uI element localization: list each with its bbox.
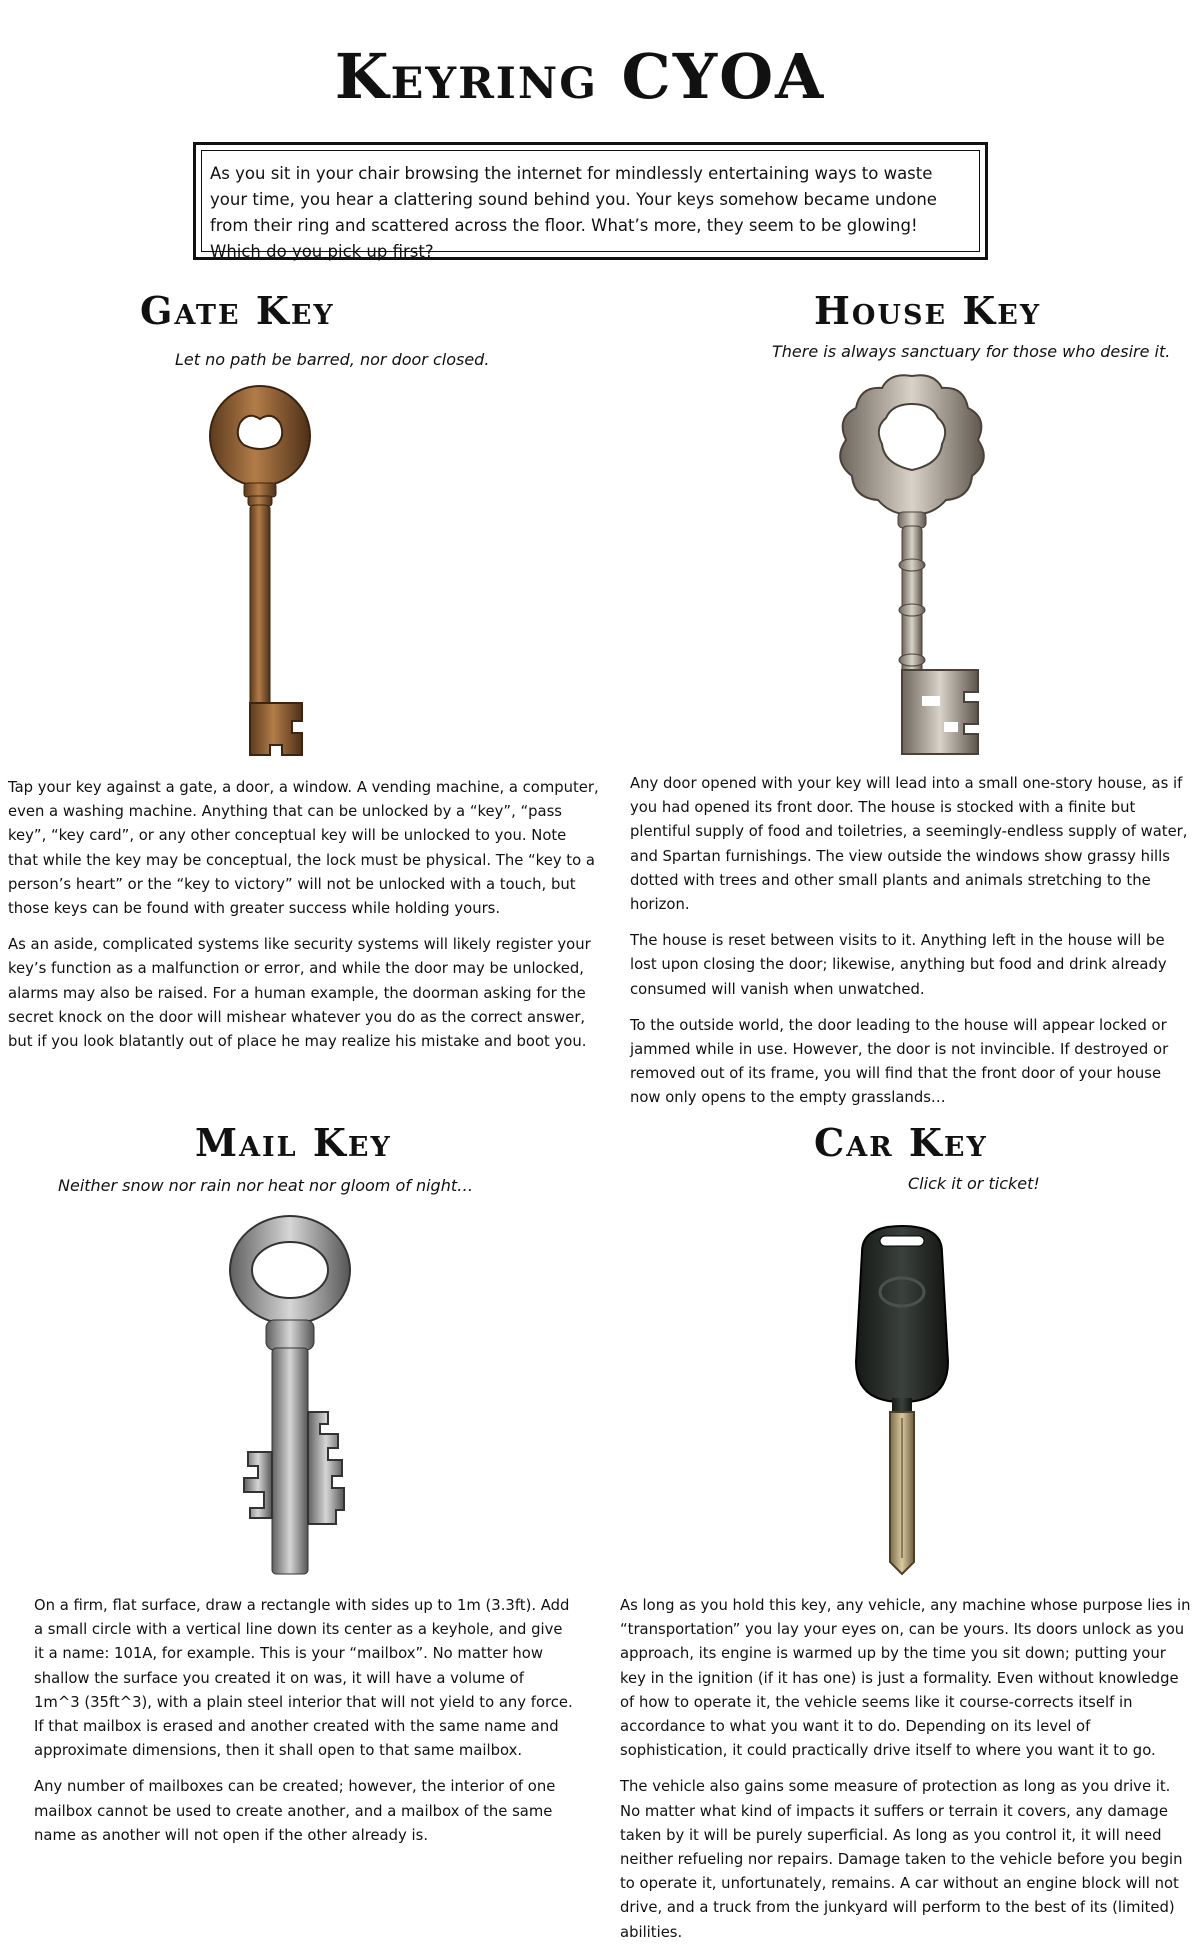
house-key-title: House Key (814, 288, 1042, 333)
house-key-paragraph: The house is reset between visits to it. Anything left in the house will be lost upon closing the door; likewise, anything but food and drink already consumed will vanish when unwatched. (630, 932, 1167, 998)
house-key-paragraph: To the outside world, the door leading to the house will appear locked or jammed while in use. However, the door is not invincible. If destroyed or removed out of its frame, you will find that the front door of your house now only opens to the empty grasslands… (630, 1016, 1169, 1107)
intro-text: As you sit in your chair browsing the internet for mindlessly entertaining ways to waste your time, you hear a clattering sound behind you. Your keys somehow became undone from their ring and scattered across the floor. What’s more, they seem to be glowing! Which do you pick up first? (201, 150, 980, 252)
car-key-paragraph: The vehicle also gains some measure of protection as long as you drive it. No matter what kind of impacts it suffers or terrain it covers, any damage taken by it will be purely superficial. As long as you control it, it will need neither refueling nor repairs. Damage taken to the vehicle before you begin to operate it, unfortunately, remains. A car without an engine block will not drive, and a truck from the junkyard will perform to the best of its (limited) abilities. (620, 1778, 1183, 1941)
house-key-paragraph: Any door opened with your key will lead into a small one-story house, as if you had opened its front door. The house is stocked with a finite but plentiful supply of food and toiletries, a seemingly-endless supply of water, and Spartan furnishings. The view outside the windows show grassy hills dotted with trees and other small plants and animals stretching to the horizon. (630, 775, 1188, 914)
page-title: Keyring CYOA (334, 40, 826, 113)
gate-key-icon (200, 378, 320, 768)
mail-key-title: Mail Key (195, 1120, 392, 1165)
house-key-tagline: There is always sanctuary for those who desire it. (772, 342, 1171, 361)
gate-key-paragraph: As an aside, complicated systems like security systems will likely register your key’s function as a malfunction or error, and while the door may be unlocked, alarms may also be raised. For a human example, the doorman asking for the secret knock on the door will mishear whatever you do as the correct answer, but if you look blatantly out of place he may realize his mistake and boot you. (8, 936, 591, 1051)
intro-box (193, 142, 988, 260)
mail-key-paragraph: Any number of mailboxes can be created; however, the interior of one mailbox cannot be used to create another, and a mailbox of the same name as another will not open if the other already is. (34, 1778, 556, 1844)
mail-key-icon (222, 1212, 352, 1582)
gate-key-title: Gate Key (140, 288, 335, 333)
gate-key-tagline: Let no path be barred, nor door closed. (175, 350, 490, 369)
house-key-icon (822, 370, 1002, 762)
gate-key-paragraph: Tap your key against a gate, a door, a window. A vending machine, a computer, even a washing machine. Anything that can be unlocked by a “key”, “pass key”, “key card”, or any other conceptual key will be unlocked to you. Note that while the key may be conceptual, the lock must be physical. The “key to a person’s heart” or the “key to victory” will not be unlocked with a touch, but those keys can be found with greater success while holding yours. (8, 779, 599, 918)
mail-key-description (34, 1594, 574, 1860)
car-key-icon (832, 1222, 972, 1578)
car-key-tagline: Click it or ticket! (908, 1174, 1040, 1193)
car-key-description (620, 1594, 1194, 1957)
house-key-description (630, 772, 1190, 1123)
car-key-paragraph: As long as you hold this key, any vehicle, any machine whose purpose lies in “transportation” you lay your eyes on, can be yours. Its doors unlock as you approach, its engine is warmed up by the time you sit down; putting your key in the ignition (if it has one) is just a formality. Even without knowledge of how to operate it, the vehicle seems like it course-corrects itself in accordance to what you want it to do. Depending on its level of sophistication, it could practically drive itself to where you want it to go. (620, 1597, 1191, 1760)
car-key-title: Car Key (814, 1120, 988, 1165)
gate-key-description (8, 776, 600, 1066)
mail-key-paragraph: On a firm, flat surface, draw a rectangle with sides up to 1m (3.3ft). Add a small circle with a vertical line down its center as a keyhole, and give it a name: 101A, for example. This is your “mailbox”. No matter how shallow the surface you created it on was, it will have a volume of 1m^3 (35ft^3), with a plain steel interior that will not yield to any force. If that mailbox is erased and another created with the same name and approximate dimensions, then it shall open to that same mailbox. (34, 1597, 573, 1760)
mail-key-tagline: Neither snow nor rain nor heat nor gloom of night… (58, 1176, 474, 1195)
